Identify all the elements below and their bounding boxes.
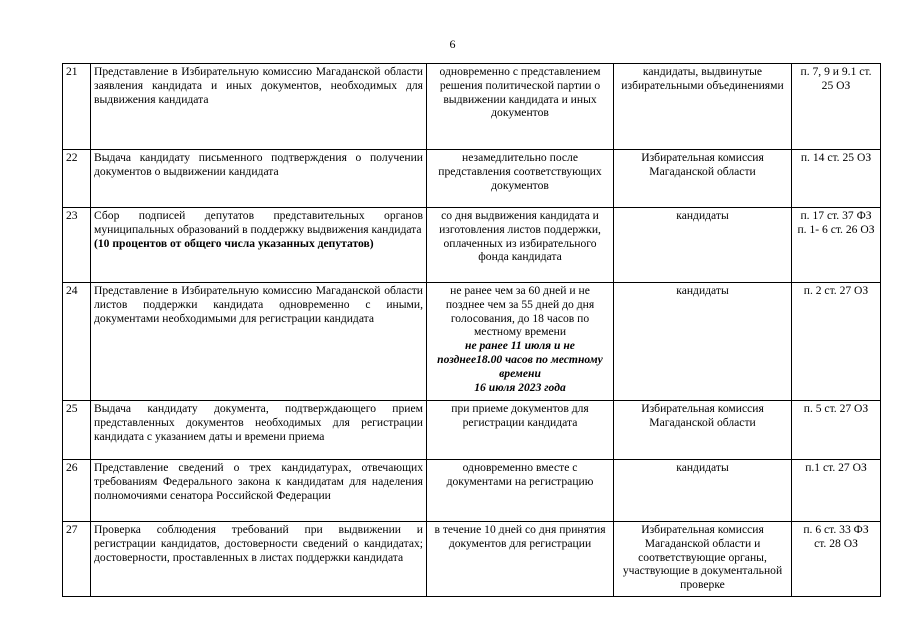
executor-cell: кандидаты, выдвинутые избирательными объединениями	[614, 64, 792, 150]
table-row	[63, 208, 881, 283]
deadline-cell: со дня выдвижения кандидата и изготовления листов поддержки, оплаченных из избирательного фонда кандидата	[427, 208, 614, 283]
row-number: 21	[63, 64, 91, 150]
executor-cell: кандидаты	[614, 283, 792, 401]
row-number: 25	[63, 401, 91, 460]
executor-cell: Избирательная комиссия Магаданской области	[614, 401, 792, 460]
executor-cell: кандидаты	[614, 460, 792, 522]
action-text: Представление сведений о трех кандидатурах, отвечающих требованиям Федерального закона к кандидатам для наделения полномочиями сенатора Российской Федерации	[94, 461, 423, 502]
table-row	[63, 64, 881, 150]
deadline-date-note: 16 июля 2023 года	[474, 380, 566, 394]
deadline-date-note: позднее18.00 часов по местному времени	[437, 352, 603, 380]
page-number: 6	[449, 37, 456, 51]
election-schedule-table	[62, 63, 881, 597]
executor-cell: Избирательная комиссия Магаданской области и соответствующие органы, участвующие в документальной проверке	[614, 522, 792, 597]
legal-reference: п. 17 ст. 37 ФЗ	[800, 209, 872, 222]
legal-reference-cell	[792, 460, 881, 522]
action-cell	[91, 522, 427, 597]
action-cell	[91, 460, 427, 522]
legal-reference-cell	[792, 401, 881, 460]
table-row	[63, 150, 881, 208]
deadline-text: не ранее чем за 60 дней и не позднее чем за 55 дней до дня голосования, до 18 часов по местному времени	[445, 284, 595, 339]
table-row	[63, 401, 881, 460]
row-number: 22	[63, 150, 91, 208]
action-text: Представление в Избирательную комиссию Магаданской области заявления кандидата и иных документов, необходимых для выдвижения кандидата	[94, 65, 423, 106]
legal-reference: ст. 28 ОЗ	[814, 536, 858, 550]
legal-reference-cell	[792, 208, 881, 283]
deadline-cell: незамедлительно после представления соответствующих документов	[427, 150, 614, 208]
action-text: Выдача кандидату письменного подтверждения о получении документов о выдвижении кандидата	[94, 151, 423, 178]
action-cell	[91, 283, 427, 401]
row-number: 27	[63, 522, 91, 597]
legal-reference-cell	[792, 522, 881, 597]
deadline-cell: при приеме документов для регистрации кандидата	[427, 401, 614, 460]
executor-cell: Избирательная комиссия Магаданской области	[614, 150, 792, 208]
legal-reference: п. 2 ст. 27 ОЗ	[803, 284, 869, 297]
row-number: 26	[63, 460, 91, 522]
deadline-date-note: не ранее 11 июля и не	[465, 339, 575, 353]
action-note: (10 процентов от общего числа указанных депутатов)	[94, 236, 374, 250]
action-text: Представление в Избирательную комиссию Магаданской области листов поддержки кандидата одновременно с иными, документами необходимыми для регистрации кандидата	[94, 284, 423, 325]
legal-reference: п. 6 ст. 33 ФЗ	[803, 523, 869, 536]
action-text: Сбор подписей депутатов представительных органов муниципальных образований в поддержку выдвижения кандидата	[94, 209, 423, 236]
table-row	[63, 283, 881, 401]
action-cell	[91, 64, 427, 150]
legal-reference-cell	[792, 283, 881, 401]
deadline-cell: одновременно вместе с документами на регистрацию	[427, 460, 614, 522]
action-text: Выдача кандидату документа, подтверждающего прием представленных документов необходимых для регистрации кандидата с указанием даты и времени приема	[94, 402, 423, 443]
legal-reference: п. 7, 9 и 9.1 ст. 25 ОЗ	[800, 65, 872, 92]
deadline-cell	[427, 283, 614, 401]
deadline-cell: одновременно с представлением решения политической партии о выдвижении кандидата и иных документов	[427, 64, 614, 150]
legal-reference: п.1 ст. 27 ОЗ	[805, 461, 867, 474]
action-cell	[91, 150, 427, 208]
row-number: 24	[63, 283, 91, 401]
legal-reference: п. 14 ст. 25 ОЗ	[800, 151, 872, 164]
legal-reference-cell	[792, 150, 881, 208]
executor-cell: кандидаты	[614, 208, 792, 283]
action-text: Проверка соблюдения требований при выдвижении и регистрации кандидатов, достоверности сведений о кандидатах; достоверности, проставленных в листах поддержки кандидата	[94, 523, 423, 564]
row-number: 23	[63, 208, 91, 283]
table-row	[63, 460, 881, 522]
legal-reference: п. 1- 6 ст. 26 ОЗ	[797, 222, 875, 236]
action-cell	[91, 401, 427, 460]
legal-reference: п. 5 ст. 27 ОЗ	[803, 402, 869, 415]
deadline-cell: в течение 10 дней со дня принятия документов для регистрации	[427, 522, 614, 597]
action-cell	[91, 208, 427, 283]
table-row	[63, 522, 881, 597]
legal-reference-cell	[792, 64, 881, 150]
